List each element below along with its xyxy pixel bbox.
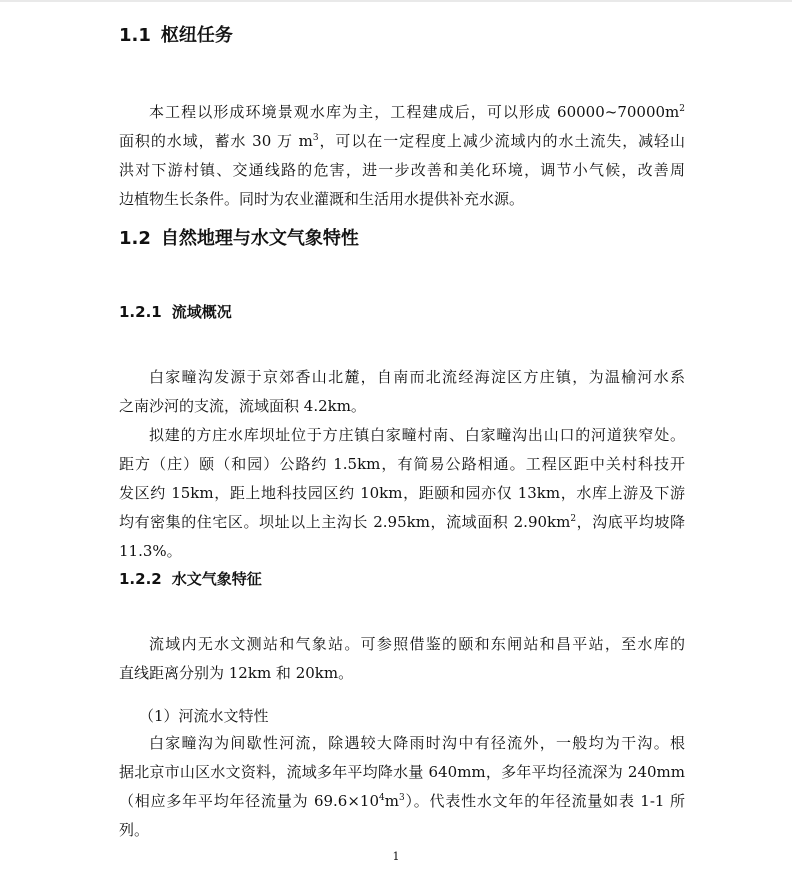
section-title: 枢纽任务 (160, 25, 233, 46)
text-line: （相应多年平均年径流量为 $69.6\times 10^4m^3$）。代表性水文年的年径流量如表 1-1 所 (119, 792, 685, 810)
text-line: 白家疃沟发源于京郊香山北麓，自南而北流经海淀区方庄镇，为温榆河水系 (149, 368, 685, 386)
text-line: 11.3%。 (119, 542, 182, 560)
section-title: 水文气象特征 (171, 570, 262, 588)
section-heading-1-2-1 (119, 301, 232, 322)
text-line: 流域内无水文测站和气象站。可参照借鉴的颐和东闸站和昌平站，至水库的 (149, 635, 685, 653)
text-line: 洪对下游村镇、交通线路的危害，进一步改善和美化环境，调节小气候，改善周 (119, 161, 685, 179)
text-line: 均有密集的住宅区。坝址以上主沟长 2.95km，流域面积 $2.90km^2$，沟底平均坡降 (119, 513, 685, 531)
paragraph-project-tasks (119, 98, 685, 214)
section-number: 1.2 (119, 228, 151, 249)
paragraph-watershed-origin (119, 363, 685, 421)
text-line: 直线距离分别为 12km 和 20km。 (119, 664, 354, 682)
text-line: 据北京市山区水文资料，流域多年平均降水量 640mm，多年平均径流深为 240mm (119, 763, 685, 781)
text-line: 列。 (119, 821, 150, 839)
section-title: 流域概况 (171, 303, 232, 321)
text-line: 白家疃沟为间歇性河流，除遇较大降雨时沟中有径流外，一般均为干沟。根 (149, 734, 685, 752)
paragraph-stations (119, 630, 685, 688)
section-heading-1-2 (119, 224, 359, 250)
text-line: 拟建的方庄水库坝址位于方庄镇白家疃村南、白家疃沟出山口的河道狭窄处。 (149, 426, 685, 444)
text-line: 发区约 15km，距上地科技园区约 10km，距颐和园亦仅 13km，水库上游及下游 (119, 484, 685, 502)
text-line: 距方（庄）颐（和园）公路约 1.5km，有简易公路相通。工程区距中关村科技开 (119, 455, 685, 473)
page-top-border (0, 0, 792, 2)
paragraph-river-hydrology (119, 729, 685, 845)
subheading-river-hydrology (119, 702, 685, 731)
paragraph-dam-site (119, 421, 685, 566)
text-line: （1）河流水文特性 (139, 707, 269, 725)
text-line: 面积的水域，蓄水 30 万 $m^3$，可以在一定程度上减少流域内的水土流失，减轻山 (119, 132, 685, 150)
text-line: 本工程以形成环境景观水库为主，工程建成后，可以形成 $60000\sim 70000m^2$ (149, 103, 685, 121)
section-number: 1.2.1 (119, 303, 162, 321)
section-heading-1-2-2 (119, 568, 262, 589)
text-line: 边植物生长条件。同时为农业灌溉和生活用水提供补充水源。 (119, 190, 525, 208)
section-title: 自然地理与水文气象特性 (160, 228, 359, 249)
page-number: 1 (392, 850, 400, 863)
section-heading-1-1 (119, 21, 233, 47)
section-number: 1.2.2 (119, 570, 162, 588)
section-number: 1.1 (119, 25, 151, 46)
text-line: 之南沙河的支流，流域面积 4.2km。 (119, 397, 366, 415)
